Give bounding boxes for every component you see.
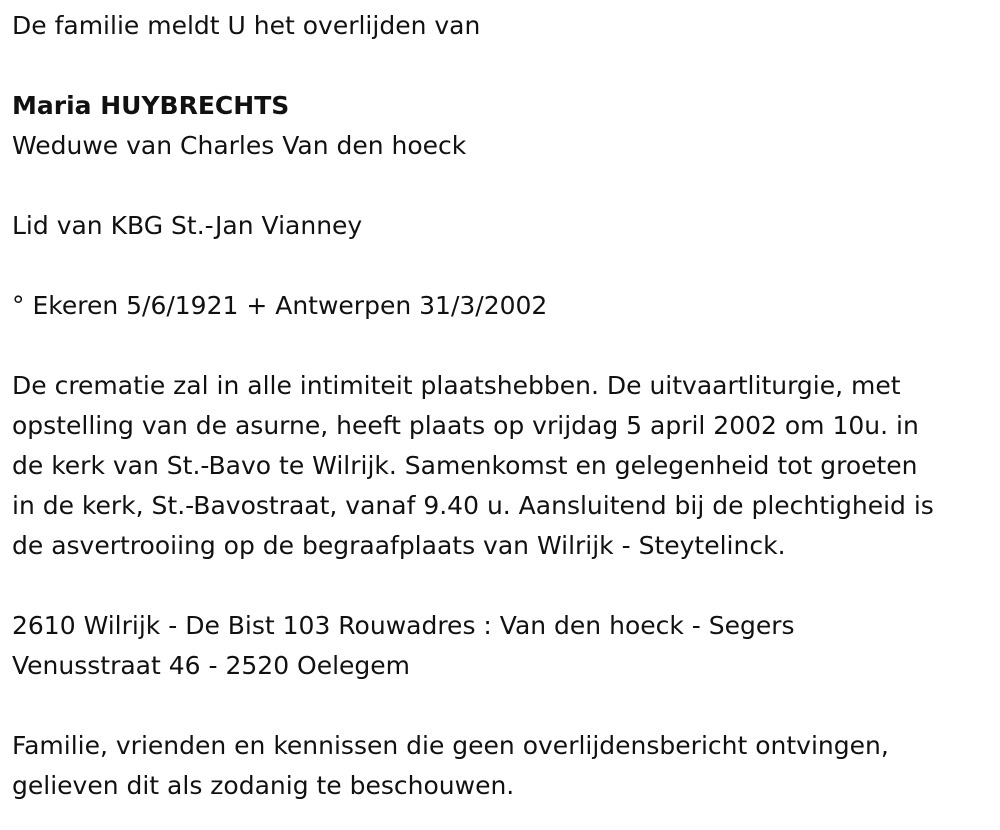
address-line: 2610 Wilrijk - De Bist 103 Rouwadres : Van den hoeck - Segers [12, 611, 795, 640]
ceremony-line: in de kerk, St.-Bavostraat, vanaf 9.40 u. Aansluitend bij de plechtigheid is [12, 491, 934, 520]
birth-death-dates: ° Ekeren 5/6/1921 + Antwerpen 31/3/2002 [12, 291, 548, 320]
ceremony-line: de kerk van St.-Bavo te Wilrijk. Samenkomst en gelegenheid tot groeten [12, 451, 918, 480]
ceremony-line: De crematie zal in alle intimiteit plaatshebben. De uitvaartliturgie, met [12, 371, 901, 400]
ceremony-line: de asvertrooiing op de begraafplaats van Wilrijk - Steytelinck. [12, 531, 786, 560]
widow-line: Weduwe van Charles Van den hoeck [12, 131, 467, 160]
closing-line: Familie, vrienden en kennissen die geen overlijdensbericht ontvingen, [12, 731, 889, 760]
intro-text: De familie meldt U het overlijden van [12, 11, 481, 40]
ceremony-line: opstelling van de asurne, heeft plaats op vrijdag 5 april 2002 om 10u. in [12, 411, 919, 440]
closing-line: gelieven dit als zodanig te beschouwen. [12, 771, 515, 800]
closing-paragraph [12, 726, 988, 806]
membership-line: Lid van KBG St.-Jan Vianney [12, 211, 363, 240]
deceased-name: Maria HUYBRECHTS [12, 91, 290, 120]
address-line: Venusstraat 46 - 2520 Oelegem [12, 651, 411, 680]
address-block [12, 606, 988, 686]
ceremony-paragraph [12, 366, 988, 566]
